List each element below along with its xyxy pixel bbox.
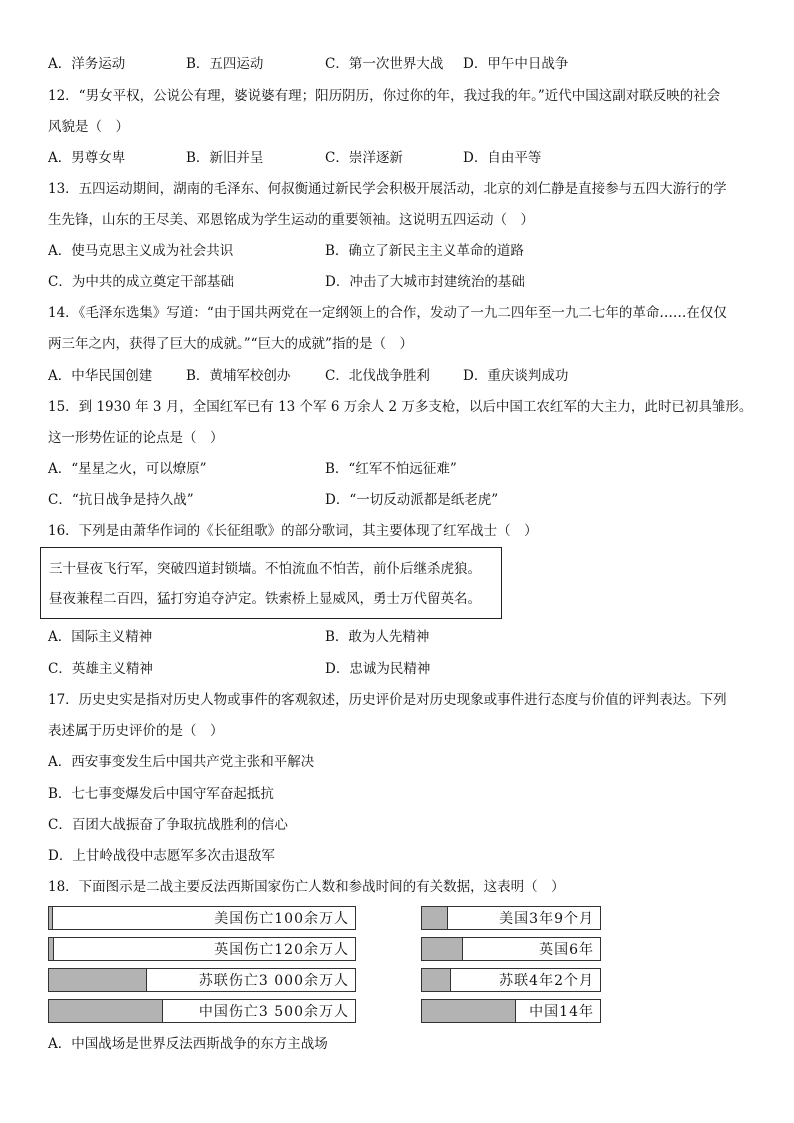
q11-option-a[interactable]: A．洋务运动	[48, 56, 126, 72]
q15-option-b[interactable]: B．“红军不怕远征难”	[325, 461, 457, 477]
duration-bar-label: 美国3年9个月	[499, 911, 594, 927]
q18-option-a[interactable]: A．中国战场是世界反法西斯战争的东方主战场	[48, 1036, 328, 1052]
casualty-bar-row	[48, 968, 356, 992]
casualty-bar-label: 英国伤亡120余万人	[214, 942, 349, 958]
q11-option-c[interactable]: C．第一次世界大战	[325, 56, 444, 72]
q12-stem-line2: 风貌是（ ）	[48, 119, 129, 135]
duration-bar-label: 英国6年	[539, 942, 594, 958]
duration-bar-frame	[421, 906, 601, 930]
q13-option-d[interactable]: D．冲击了大城市封建统治的基础	[325, 274, 525, 290]
q17-stem-line2: 表述属于历史评价的是（ ）	[48, 723, 224, 739]
q16-option-b[interactable]: B．敢为人先精神	[325, 629, 430, 645]
duration-bar	[422, 969, 451, 991]
q17-option-b[interactable]: B．七七事变爆发后中国守军奋起抵抗	[48, 786, 274, 802]
q14-option-b[interactable]: B．黄埔军校创办	[186, 368, 291, 384]
casualty-bar-label: 中国伤亡3 500余万人	[198, 1004, 349, 1020]
q16-option-a[interactable]: A．国际主义精神	[48, 629, 153, 645]
casualty-bar	[49, 938, 54, 960]
q15-option-d[interactable]: D．“一切反动派都是纸老虎”	[325, 492, 499, 508]
q16-option-c[interactable]: C．英雄主义精神	[48, 661, 153, 677]
casualty-bar	[49, 969, 147, 991]
q15-option-c[interactable]: C．“抗日战争是持久战”	[48, 492, 194, 508]
duration-bar-label: 苏联4年2个月	[499, 973, 594, 989]
duration-bar-row	[421, 968, 601, 992]
casualty-bar-row	[48, 906, 356, 930]
war-duration-bar-chart	[421, 906, 601, 1024]
q13-stem-line1: 13．五四运动期间，湖南的毛泽东、何叔衡通过新民学会积极开展活动，北京的刘仁静是直接参与五四大游行的学	[48, 181, 727, 197]
casualty-bar-frame	[48, 937, 356, 961]
q11-option-d[interactable]: D．甲午中日战争	[463, 56, 569, 72]
lyrics-line-2: 昼夜兼程二百四，猛打穷追夺泸定。铁索桥上显威风，勇士万代留英名。	[49, 591, 481, 607]
q17-option-a[interactable]: A．西安事变发生后中国共产党主张和平解决	[48, 754, 315, 770]
q12-option-c[interactable]: C．崇洋逐新	[325, 150, 403, 166]
q14-stem-line2: 两三年之内，获得了巨大的成就。”“巨大的成就”指的是（ ）	[48, 336, 413, 352]
q13-option-b[interactable]: B．确立了新民主主义革命的道路	[325, 243, 524, 259]
casualties-bar-chart	[48, 906, 356, 1024]
casualty-bar-row	[48, 999, 356, 1023]
casualty-bar-frame	[48, 968, 356, 992]
q12-option-d[interactable]: D．自由平等	[463, 150, 542, 166]
lyrics-box	[40, 547, 502, 619]
casualty-bar-label: 美国伤亡100余万人	[214, 911, 349, 927]
duration-bar-frame	[421, 999, 601, 1023]
q17-option-c[interactable]: C．百团大战振奋了争取抗战胜利的信心	[48, 817, 288, 833]
q15-option-a[interactable]: A．“星星之火，可以燎原”	[48, 461, 207, 477]
duration-bar-row	[421, 937, 601, 961]
casualty-bar	[49, 1000, 163, 1022]
lyrics-line-1: 三十昼夜飞行军，突破四道封锁墙。不怕流血不怕苦，前仆后继杀虎狼。	[49, 561, 481, 577]
duration-bar-row	[421, 906, 601, 930]
q15-stem-line1: 15．到 1930 年 3 月，全国红军已有 13 个军 6 万余人 2 万多支枪，以后中国工农红军的大主力，此时已初具雏形。	[48, 399, 753, 415]
casualty-bar	[49, 907, 53, 929]
q14-stem-line1: 14．《毛泽东选集》写道：“由于国共两党在一定纲领上的合作，发动了一九二四年至一九二七年的革命……在仅仅	[48, 305, 727, 321]
q14-option-a[interactable]: A．中华民国创建	[48, 368, 153, 384]
q11-option-b[interactable]: B．五四运动	[186, 56, 264, 72]
duration-bar-frame	[421, 968, 601, 992]
q17-option-d[interactable]: D．上甘岭战役中志愿军多次击退敌军	[48, 848, 275, 864]
duration-bar-row	[421, 999, 601, 1023]
q18-stem-line1: 18．下面图示是二战主要反法西斯国家伤亡人数和参战时间的有关数据，这表明（ ）	[48, 879, 565, 895]
duration-bar	[422, 907, 448, 929]
q12-option-a[interactable]: A．男尊女卑	[48, 150, 126, 166]
q13-option-a[interactable]: A．使马克思主义成为社会共识	[48, 243, 234, 259]
q13-stem-line2: 生先锋，山东的王尽美、邓恩铭成为学生运动的重要领袖。这说明五四运动（ ）	[48, 212, 534, 228]
q12-option-b[interactable]: B．新旧并呈	[186, 150, 264, 166]
q15-stem-line2: 这一形势佐证的论点是（ ）	[48, 430, 224, 446]
q16-stem-line1: 16．下列是由萧华作词的《长征组歌》的部分歌词，其主要体现了红军战士（ ）	[48, 523, 538, 539]
casualty-bar-frame	[48, 999, 356, 1023]
duration-bar	[422, 938, 463, 960]
duration-bar-frame	[421, 937, 601, 961]
casualty-bar-row	[48, 937, 356, 961]
duration-bar	[422, 1000, 516, 1022]
q12-stem-line1: 12．“男女平权，公说公有理，婆说婆有理；阳历阴历，你过你的年，我过我的年。”近代中国这副对联反映的社会	[48, 88, 721, 104]
q13-option-c[interactable]: C．为中共的成立奠定干部基础	[48, 274, 234, 290]
q14-option-c[interactable]: C．北伐战争胜利	[325, 368, 430, 384]
casualty-bar-frame	[48, 906, 356, 930]
q17-stem-line1: 17．历史史实是指对历史人物或事件的客观叙述，历史评价是对历史现象或事件进行态度与价值的评判表达。下列	[48, 692, 727, 708]
q16-option-d[interactable]: D．忠诚为民精神	[325, 661, 431, 677]
duration-bar-label: 中国14年	[529, 1004, 594, 1020]
casualty-bar-label: 苏联伤亡3 000余万人	[198, 973, 349, 989]
q14-option-d[interactable]: D．重庆谈判成功	[463, 368, 569, 384]
